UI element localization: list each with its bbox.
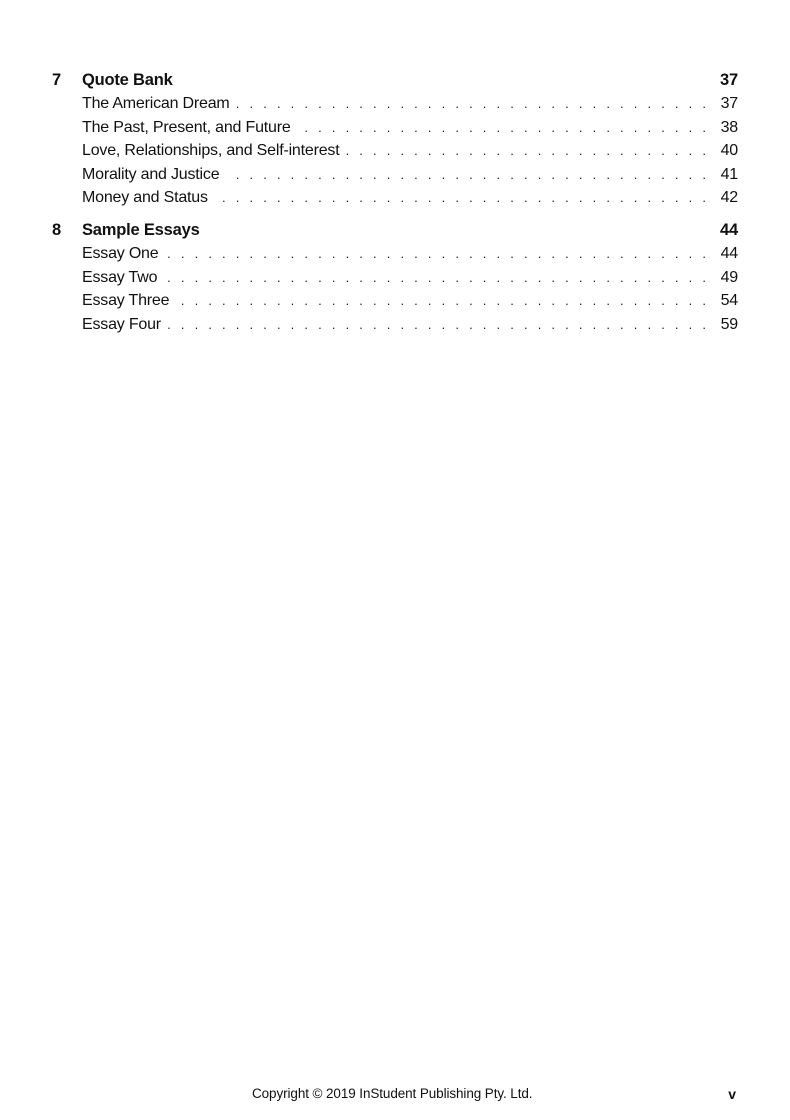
chapter-heading <box>52 68 738 92</box>
chapter-number: 7 <box>52 71 61 89</box>
chapter-title: Sample Essays <box>82 220 200 239</box>
toc-entry <box>52 139 738 163</box>
entry-page-number: 42 <box>720 189 738 207</box>
dot-leader <box>236 92 706 116</box>
entry-title: Love, Relationships, and Self-interest <box>82 142 340 160</box>
entry-page-number: 59 <box>720 315 738 333</box>
toc-chapter-8 <box>52 218 738 336</box>
page-footer <box>0 1084 790 1104</box>
entry-page-number: 44 <box>720 244 738 262</box>
toc-entry <box>52 116 738 140</box>
entry-title: Money and Status <box>82 189 208 207</box>
chapter-heading <box>52 218 738 242</box>
entry-title: The American Dream <box>82 95 230 112</box>
entry-title: The Past, Present, and Future <box>82 118 291 136</box>
entry-page-number: 49 <box>720 268 738 286</box>
toc-entry <box>52 266 738 290</box>
toc-chapter-7 <box>52 68 738 210</box>
toc-entry <box>52 313 738 337</box>
dot-leader <box>345 139 706 163</box>
dot-leader <box>175 289 706 313</box>
toc-entry <box>52 289 738 313</box>
entry-page-number: 38 <box>720 118 738 136</box>
page-number: v <box>728 1086 736 1102</box>
entry-title: Essay One <box>82 244 159 262</box>
entry-title: Essay Two <box>82 268 158 286</box>
dot-leader <box>164 242 706 266</box>
dot-leader <box>297 116 706 140</box>
toc-entry <box>52 92 738 116</box>
entry-page-number: 37 <box>720 95 738 112</box>
entry-page-number: 41 <box>720 165 738 183</box>
toc-entry <box>52 186 738 210</box>
copyright-notice: Copyright © 2019 InStudent Publishing Pty. Ltd. <box>252 1086 533 1101</box>
chapter-number: 8 <box>52 220 61 239</box>
entry-page-number: 54 <box>720 292 738 310</box>
table-of-contents <box>52 68 738 344</box>
chapter-page-number: 44 <box>720 220 738 239</box>
dot-leader <box>167 313 706 337</box>
entry-title: Morality and Justice <box>82 165 220 183</box>
entry-page-number: 40 <box>720 142 738 160</box>
entry-title: Essay Four <box>82 315 161 333</box>
chapter-title: Quote Bank <box>82 71 173 89</box>
dot-leader <box>214 186 706 210</box>
dot-leader <box>163 266 706 290</box>
toc-entry <box>52 163 738 187</box>
entry-title: Essay Three <box>82 292 170 310</box>
toc-entry <box>52 242 738 266</box>
chapter-page-number: 37 <box>720 71 738 89</box>
dot-leader <box>225 163 706 187</box>
